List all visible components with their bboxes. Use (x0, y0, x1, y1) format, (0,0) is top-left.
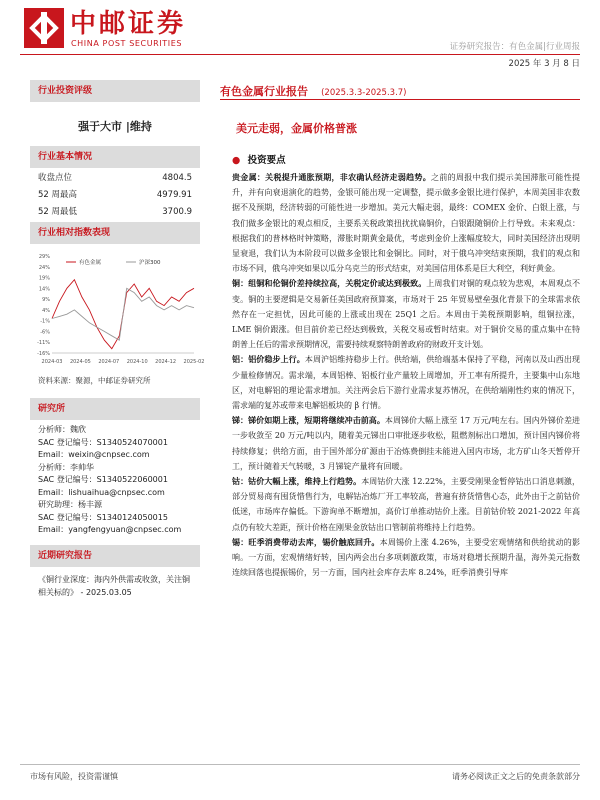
x-tick-label: 2024-10 (126, 359, 148, 365)
basic-info-section (30, 146, 200, 168)
stat-label: 收盘点位 (38, 173, 73, 183)
paragraph-heading: 钴：钴价大幅上涨，维持上行趋势。 (232, 477, 362, 487)
y-tick-label: -1% (40, 318, 50, 325)
analyst-line: SAC 登记编号：S1340524070001 (38, 437, 168, 447)
footer-divider (20, 764, 580, 765)
stat-label: 52 周最高 (38, 190, 78, 200)
report-title-bar (220, 80, 580, 100)
analyst-line[interactable]: Email：yangfengyuan@cnpsec.com (38, 525, 182, 534)
bullet-icon: ● (232, 155, 241, 166)
analyst-line: 研究助理：杨丰源 (38, 500, 102, 509)
report-paragraph (232, 474, 580, 535)
y-tick-label: -16% (37, 351, 50, 357)
basic-info-title: 行业基本情况 (30, 146, 200, 168)
y-tick-label: 4% (42, 307, 50, 314)
paragraph-text: 本周锡价上涨 4.26%，主要受宏观情绪和供给扰动的影响。一方面，宏观情绪好转，国内两会出台多项刺激政策，市场对稳增长预期升温，海外美元指数连续回落也提振锡价，另一方面，国内社会库存去库 8.24%，旺季消费引导库 (232, 537, 580, 578)
stat-row (30, 204, 200, 221)
brand-name-en: CHINA POST SECURITIES (71, 39, 183, 48)
footer-risk-note: 市场有风险，投资需谨慎 (30, 772, 118, 781)
brand-logo (24, 8, 214, 48)
analyst-line: 分析师：魏欣 (38, 425, 86, 434)
analyst-line: SAC 登记编号：S1340522060001 (38, 475, 168, 484)
report-paragraph (232, 535, 580, 581)
analyst-line[interactable]: Email：weixin@cnpsec.com (38, 450, 150, 459)
report-paragraph (232, 170, 580, 276)
report-body (232, 170, 580, 580)
relative-index-chart (30, 248, 205, 373)
paragraph-text: 本周钴价大涨 12.22%，主要受刚果金暂停钴出口消息刺激，部分贸易商有囤货惜售行为，电解钴冶炼厂开工率较高，普遍有挤货惜售心态，此外由于之前钴价低迷，市场库存偏低。下游询单不断增加，高价订单推动钴价上涨。目前钴价较 2021-2022 年高点仍有较大差距，预计价格在刚果金放钴出口管制前将维持上行趋势。 (232, 477, 581, 532)
analyst-title: 研究所 (30, 398, 200, 420)
chart-title: 行业相对指数表现 (30, 222, 200, 244)
x-tick-label: 2025-02 (183, 359, 205, 365)
rating-section (30, 80, 200, 102)
series-line-csi300 (52, 288, 194, 340)
paragraph-heading: 贵金属：关税提升通胀预期，非农确认经济走弱趋势。 (232, 173, 432, 182)
y-tick-label: 29% (38, 254, 50, 260)
x-tick-label: 2024-07 (98, 359, 120, 365)
brand-mark-icon (24, 8, 64, 48)
report-subtitle: 美元走弱，金属价格普涨 (236, 122, 357, 135)
chart-source: 资料来源：聚源，中邮证券研究所 (38, 376, 151, 385)
analyst-line: SAC 登记编号：S1340124050015 (38, 512, 168, 522)
x-tick-label: 2024-12 (155, 359, 177, 365)
footer-disclaimer: 请务必阅读正文之后的免责条款部分 (452, 772, 580, 781)
header-divider (20, 54, 580, 55)
x-tick-label: 2024-05 (69, 359, 91, 365)
key-points-heading (232, 152, 286, 166)
y-tick-label: -6% (40, 329, 50, 336)
paragraph-heading: 锑：锑价如期上涨，短期将继续冲击前高。 (232, 416, 385, 426)
recent-reports-title: 近期研究报告 (30, 545, 200, 567)
y-tick-label: 9% (42, 297, 50, 304)
legend-label: 有色金属 (79, 260, 102, 266)
rating-value: 强于大市 |维持 (78, 120, 152, 133)
y-tick-label: 14% (38, 286, 50, 293)
stat-row (30, 187, 200, 204)
paragraph-text: 本周沪铝维持稳步上行。供给端，供给端基本保持了平稳，河南以及山西出现少量检修情况。需求端，本周铝棒、铝板行业产量较上周增加，开工率有所提升，主要集中山东地区，对电解铝的理论需求增加。关注两会后下游行业需求复苏情况，在供给端刚性约束的情况下，需求端的复苏或带来电解铝板块的 β 行情。 (232, 355, 580, 411)
stat-label: 52 周最低 (38, 207, 78, 217)
report-category: 有色金属行业报告 (220, 85, 308, 98)
stat-row (30, 170, 200, 187)
stat-value: 4804.5 (162, 173, 192, 183)
legend-label: 沪深300 (139, 260, 161, 266)
paragraph-heading: 锡：旺季消费带动去库，锡价触底回升。 (232, 537, 380, 547)
paragraph-text: 之前的周报中我们提示美国滞胀可能性提升，并有向衰退演化的趋势，金银可能出现一定调整，提示做多金银比进行保护，本周美国非农数据不及预期，经济转弱的可能性进一步增加。美元大幅走弱，最终：COMEX 金价、白银上涨，与我们做多金银比的观点相反，主要系关税政策扭扰扰扁铜价，白银跟随铜价上行导致。未来观点：根据我们的普林格时钟策略，滞胀时期黄金最优，考虑到金价上涨幅度较大，同时美国经济出现明显衰退，我们认为本阶段可以做多金银比和金铜比。同时，对于俄乌冲突结束预期，我们的观点和市场不同，俄乌冲突如果以瓜分乌克兰的形式结束，对美国信用体系是巨大利空，利好黄金。 (232, 173, 581, 274)
rating-title: 行业投资评级 (30, 80, 200, 102)
paragraph-text: 本周锑价大幅上涨至 17 万元/吨左右。国内外锑价差进一步收敛至 20 万元/吨以内，随着美元锑出口审批逐步收松，阻燃剂标出口增加，预计国内锑价将持续修复；供给方面，由于国外部分矿源由于冶炼费倒挂未能进入国内市场，北方矿山冬天暂停开工，预计随着天气转暖，3 月锑锭产量将有回暖。 (232, 416, 580, 471)
key-points-title: 投资要点 (247, 155, 286, 166)
report-date: 2025 年 3 月 8 日 (508, 59, 580, 69)
y-tick-label: -11% (37, 340, 50, 347)
chart-section (30, 222, 200, 244)
chart-svg (30, 248, 205, 373)
analyst-line: 分析师：李帅华 (38, 462, 94, 472)
recent-report-link[interactable]: 《铜行业深度：海内外供需或收敛，关注铜相关标的》 - 2025.03.05 (38, 575, 190, 597)
paragraph-text: 上周我们对铜的观点较为悲观，本周观点不变。铜的主要逻辑是交易新任美国政府预算案，市场对于 25 年贸易壁垒强化背景下的全球需求依然存在一定担忧，因此可能的上涨或出现在 25Q1 之后。本周由于美税预期影响，组铜拉涨，LME 铜价跟涨。但目前价差已经达到极致，关税交易或暂时结束。对于铜价交易的重点集中在特朗普上任后的需求预期情况，需要持续观察特朗普政府的财政开支计划。 (232, 279, 581, 350)
report-paragraph (232, 276, 580, 352)
stat-value: 4979.91 (156, 190, 192, 200)
analyst-line[interactable]: Email：lishuaihua@cnpsec.com (38, 487, 165, 497)
report-period: (2025.3.3-2025.3.7) (321, 88, 407, 98)
paragraph-heading: 铜：组铜和伦铜价差持续拉高，关税定价或达到极致。 (232, 279, 427, 289)
report-paragraph (232, 413, 580, 474)
recent-reports-section (30, 545, 200, 599)
x-tick-label: 2024-03 (41, 359, 63, 365)
brand-name-cn: 中邮证券 (70, 9, 187, 39)
y-tick-label: 24% (38, 264, 50, 271)
report-paragraph (232, 352, 580, 413)
report-type: 证券研究报告：有色金属|行业周报 (449, 42, 580, 52)
paragraph-heading: 铝：铝价稳步上行。 (232, 355, 305, 365)
y-tick-label: 19% (38, 275, 50, 282)
analyst-list (30, 420, 200, 537)
stats-table (30, 170, 200, 221)
stat-value: 3700.9 (162, 207, 192, 217)
analyst-section (30, 398, 200, 537)
